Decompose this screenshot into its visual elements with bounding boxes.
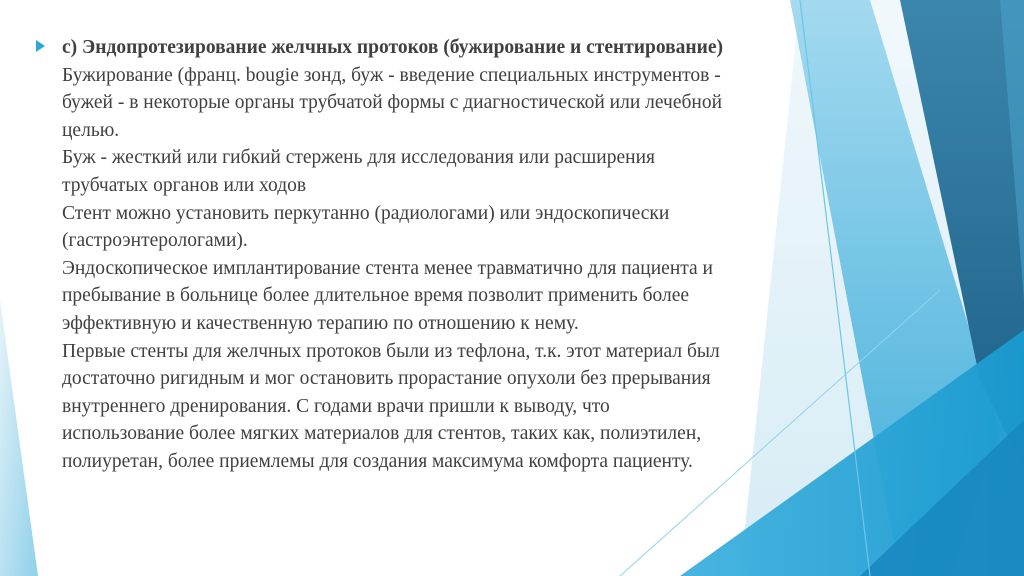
text-line: Бужирование (франц. bougie зонд, буж - введение специальных инструментов - — [62, 64, 721, 86]
text-line: Буж - жесткий или гибкий стержень для исследования или расширения — [62, 147, 655, 169]
text-line: использование более мягких материалов для стентов, таких как, полиэтилен, — [62, 423, 702, 445]
text-line: пребывание в больнице более длительное время позволит применить более — [62, 285, 690, 307]
text-line: целью. — [62, 119, 120, 141]
text-line: трубчатых органов или ходов — [62, 174, 307, 196]
text-line: бужей - в некоторые органы трубчатой формы с диагностической или лечебной — [62, 92, 723, 114]
text-line: Эндоскопическое имплантирование стента менее травматично для пациента и — [62, 257, 713, 279]
bullet-text — [62, 34, 856, 476]
triangle-bullet-icon — [36, 40, 45, 52]
text-line: Первые стенты для желчных протоков были из тефлона, т.к. этот материал был — [62, 340, 720, 362]
text-line: эффективную и качественную терапию по отношению к нему. — [62, 312, 579, 334]
text-line: Стент можно установить перкутанно (радиологами) или эндоскопически — [62, 202, 670, 224]
text-line: полиуретан, более приемлемы для создания максимума комфорта пациенту. — [62, 450, 693, 472]
text-line: (гастроэнтерологами). — [62, 230, 248, 252]
text-line: внутреннего дренирования. С годами врачи пришли к выводу, что — [62, 395, 610, 417]
slide-content — [36, 34, 856, 476]
text-line: достаточно ригидным и мог остановить прорастание опухоли без прерывания — [62, 368, 711, 390]
left-edge-shape — [0, 300, 38, 576]
slide-heading: с) Эндопротезирование желчных протоков (бужирование и стентирование) — [62, 37, 724, 58]
